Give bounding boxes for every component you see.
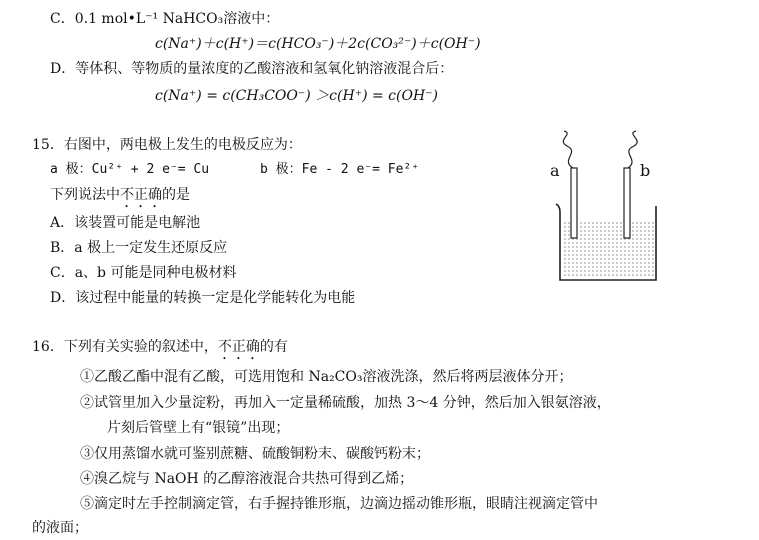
q15-question-post: 的是 bbox=[162, 187, 190, 203]
electrode-b bbox=[624, 168, 630, 238]
q16-item-5: ⑤滴定时左手控制滴定管，右手握持锥形瓶，边滴边摇动锥形瓶，眼睛注视滴定管中 bbox=[80, 496, 598, 512]
q16-item-3: ③仅用蒸馏水就可鉴别蔗糖、硫酸铜粉末、碳酸钙粉末； bbox=[80, 446, 430, 462]
q15-option-b: B．a 极上一定发生还原反应 bbox=[50, 240, 228, 256]
q15-electrode-b-reaction: b 极：Fe - 2 e⁻= Fe²⁺ bbox=[260, 162, 420, 177]
q16-item-1: ①乙酸乙酯中混有乙酸，可选用饱和 Na₂CO₃溶液洗涤，然后将两层液体分开； bbox=[80, 369, 573, 385]
q16-item-5-cont: 的液面； bbox=[32, 520, 88, 536]
q14-option-d-label: D．等体积、等物质的量浓度的乙酸溶液和氢氧化钠溶液混合后： bbox=[50, 61, 454, 77]
q16-item-2: ②试管里加入少量淀粉，再加入一定量稀硫酸，加热 3～4 分钟，然后加入银氨溶液， bbox=[80, 395, 611, 411]
q15-question-emphasis: 不正确 bbox=[120, 187, 162, 203]
electrolysis-beaker-figure bbox=[540, 130, 670, 290]
wire-a bbox=[563, 131, 573, 168]
q16-stem-emphasis: 不正确 bbox=[217, 339, 260, 355]
q16-item-4: ④溴乙烷与 NaOH 的乙醇溶液混合共热可得到乙烯； bbox=[80, 471, 414, 487]
q16-stem-post: 的有 bbox=[259, 339, 288, 355]
q14-option-c-equation: c(Na⁺)＋c(H⁺)＝c(HCO₃⁻)＋2c(CO₃²⁻)＋c(OH⁻) bbox=[155, 36, 481, 52]
q16-stem-pre: 16．下列有关实验的叙述中， bbox=[32, 339, 218, 355]
q14-option-c-label: C．0.1 mol•L⁻¹ NaHCO₃溶液中： bbox=[50, 11, 280, 27]
q15-option-c: C．a、b 可能是同种电极材料 bbox=[50, 265, 237, 281]
q15-electrode-a-reaction: a 极：Cu²⁺ + 2 e⁻= Cu bbox=[50, 162, 210, 177]
q15-stem: 15．右图中，两电极上发生的电极反应为： bbox=[32, 137, 302, 153]
q16-stem bbox=[32, 338, 288, 363]
label-a: a bbox=[550, 161, 560, 180]
q14-option-d-equation: c(Na⁺) = c(CH₃COO⁻) ＞c(H⁺) = c(OH⁻) bbox=[155, 88, 439, 104]
q15-option-a: A．该装置可能是电解池 bbox=[50, 215, 201, 231]
label-b: b bbox=[640, 161, 651, 180]
q15-question-pre: 下列说法中 bbox=[50, 187, 120, 203]
q16-item-2-cont: 片刻后管壁上有“银镜”出现； bbox=[107, 420, 290, 436]
q15-question bbox=[50, 186, 190, 211]
q15-option-d: D．该过程中能量的转换一定是化学能转化为电能 bbox=[50, 290, 356, 306]
electrode-a bbox=[571, 168, 577, 238]
wire-b bbox=[628, 131, 637, 168]
